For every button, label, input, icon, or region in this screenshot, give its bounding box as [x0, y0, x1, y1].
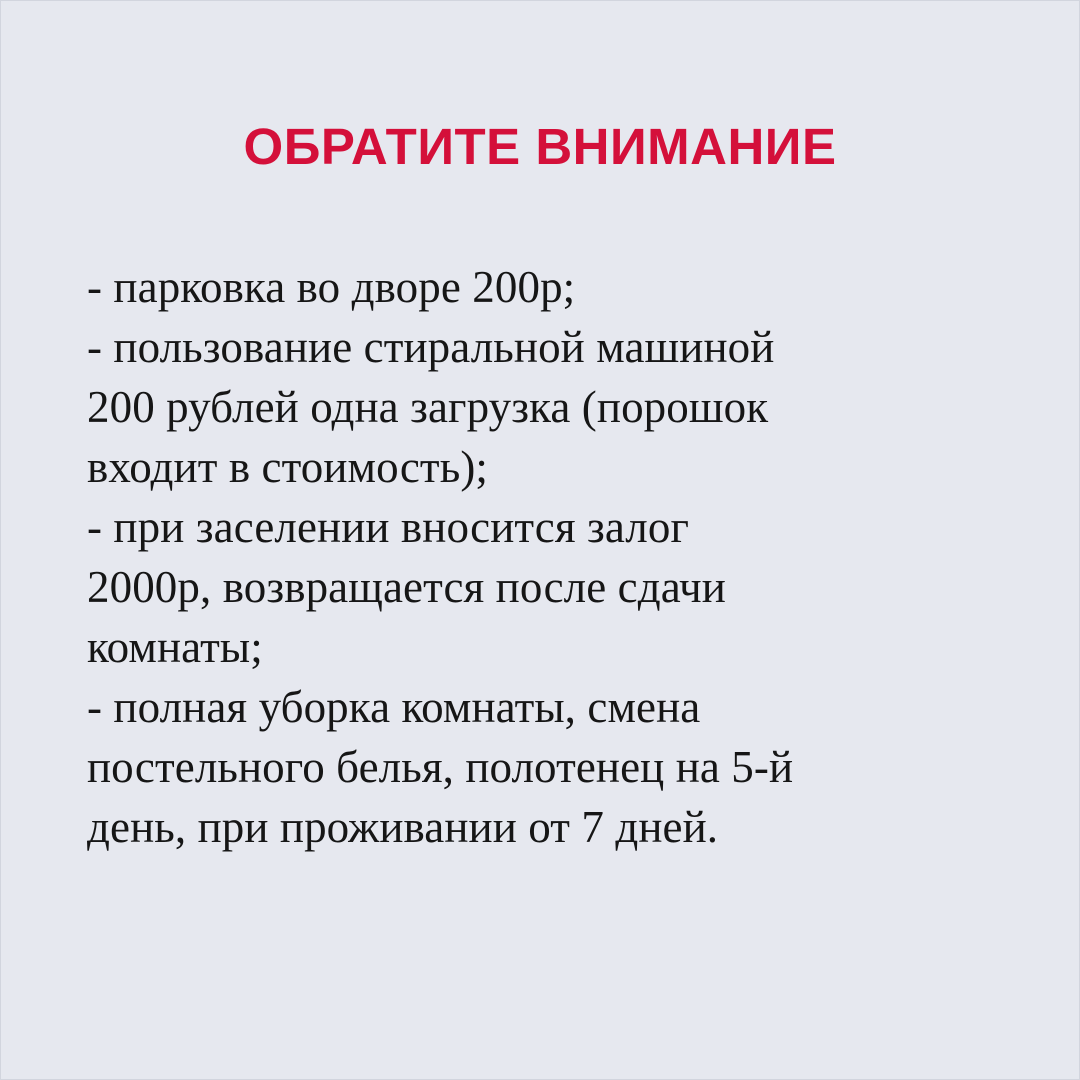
list-item: 2000р, возвращается после сдачи: [87, 562, 726, 613]
list-item: входит в стоимость);: [87, 442, 489, 493]
list-item: комнаты;: [87, 622, 263, 673]
list-item: - при заселении вносится залог: [87, 502, 690, 553]
list-item: постельного белья, полотенец на 5-й: [87, 742, 794, 793]
page-title: ОБРАТИТЕ ВНИМАНИЕ: [243, 118, 837, 175]
list-item: - пользование стиральной машиной: [87, 322, 775, 373]
list-item: 200 рублей одна загрузка (порошок: [87, 382, 769, 433]
notice-list: [1, 175, 1079, 857]
list-item: день, при проживании от 7 дней.: [87, 802, 719, 853]
list-item: - полная уборка комнаты, смена: [87, 682, 701, 733]
list-item: - парковка во дворе 200р;: [87, 262, 576, 313]
